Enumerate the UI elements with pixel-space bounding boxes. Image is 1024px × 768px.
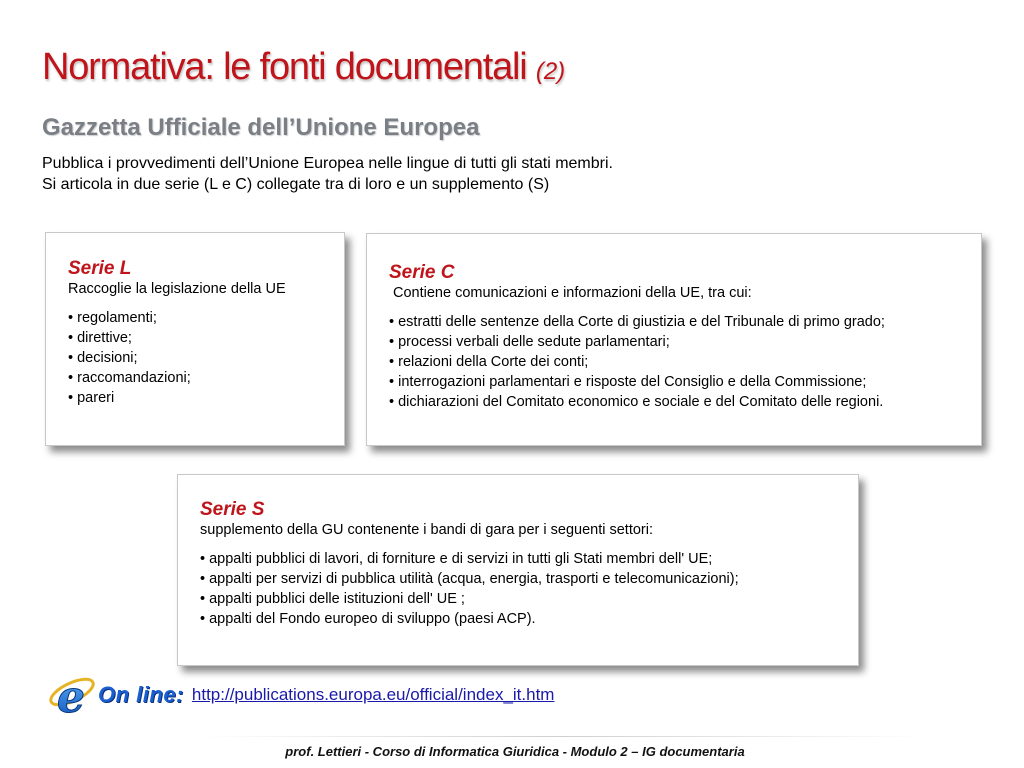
- serie-l-box: [45, 232, 345, 446]
- list-item: • estratti delle sentenze della Corte di giustizia e del Tribunale di primo grado;: [389, 312, 981, 332]
- list-item: • dichiarazioni del Comitato economico e sociale e del Comitato delle regioni.: [389, 392, 981, 412]
- serie-l-title: Serie L: [68, 258, 132, 279]
- slide-footer: prof. Lettieri - Corso di Informatica Giuridica - Modulo 2 – IG documentaria: [285, 744, 745, 759]
- intro-line: Si articola in due serie (L e C) collegate tra di loro e un supplemento (S): [42, 176, 550, 193]
- svg-text:e: e: [57, 672, 85, 720]
- serie-c-description: Contiene comunicazioni e informazioni della UE, tra cui:: [393, 285, 752, 301]
- list-item: • appalti pubblici di lavori, di forniture e di servizi in tutti gli Stati membri dell' UE;: [200, 549, 858, 569]
- list-item: • regolamenti;: [68, 308, 344, 328]
- list-item: • relazioni della Corte dei conti;: [389, 352, 981, 372]
- list-item: • pareri: [68, 388, 344, 408]
- slide-title-text: Normativa: le fonti documentali: [42, 46, 527, 88]
- serie-s-list: [200, 549, 858, 629]
- list-item: • appalti pubblici delle istituzioni dell' UE ;: [200, 589, 858, 609]
- list-item: • appalti per servizi di pubblica utilità (acqua, energia, trasporti e telecomunicazioni);: [200, 569, 858, 589]
- serie-l-description: Raccoglie la legislazione della UE: [68, 281, 286, 297]
- intro-text: [42, 153, 613, 195]
- serie-s-title: Serie S: [200, 499, 265, 520]
- list-item: • appalti del Fondo europeo di sviluppo (paesi ACP).: [200, 609, 858, 629]
- ie-browser-icon: [46, 670, 96, 720]
- slide-title: [42, 46, 565, 89]
- list-item: • interrogazioni parlamentari e risposte del Consiglio e della Commissione;: [389, 372, 981, 392]
- online-section: [46, 670, 554, 720]
- serie-l-list: [68, 308, 344, 408]
- list-item: • decisioni;: [68, 348, 344, 368]
- list-item: • direttive;: [68, 328, 344, 348]
- serie-c-box: [366, 233, 982, 446]
- serie-s-description: supplemento della GU contenente i bandi di gara per i seguenti settori:: [200, 522, 654, 538]
- publications-link[interactable]: http://publications.europa.eu/official/index_it.htm: [191, 685, 555, 704]
- slide-title-number: (2): [535, 58, 566, 85]
- serie-c-list: [389, 312, 981, 412]
- footer-divider: [200, 736, 924, 737]
- serie-c-title: Serie C: [389, 262, 455, 283]
- list-item: • raccomandazioni;: [68, 368, 344, 388]
- serie-s-box: [177, 474, 859, 666]
- slide-subtitle: Gazzetta Ufficiale dell’Unione Europea: [42, 114, 480, 141]
- online-label: On line:: [98, 682, 184, 707]
- intro-line: Pubblica i provvedimenti dell’Unione Europea nelle lingue di tutti gli stati membri.: [42, 155, 613, 172]
- list-item: • processi verbali delle sedute parlamentari;: [389, 332, 981, 352]
